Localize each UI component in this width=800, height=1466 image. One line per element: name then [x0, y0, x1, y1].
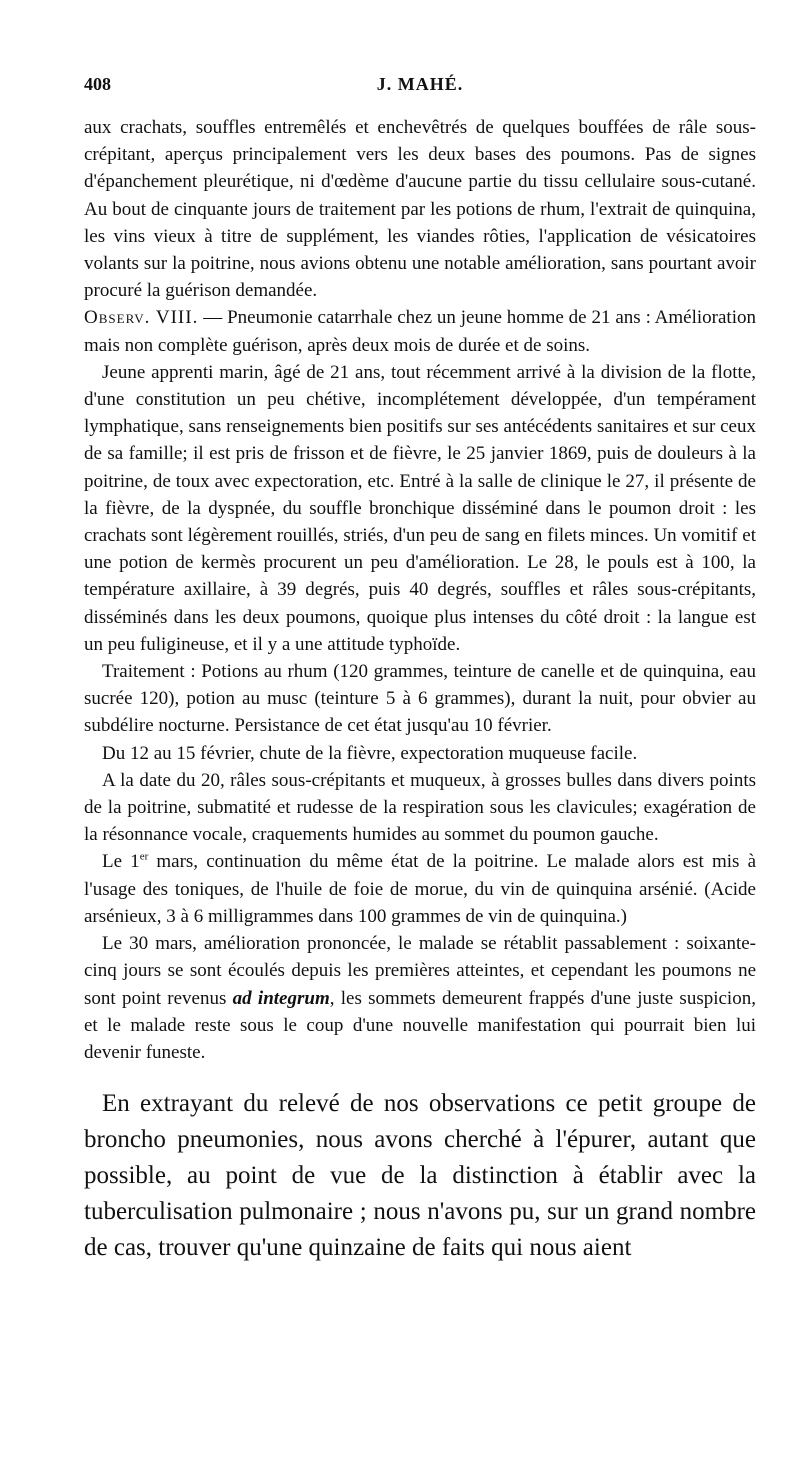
p6-superscript: er — [139, 851, 149, 864]
paragraph-conclusion: En extrayant du relevé de nos observations ce petit groupe de broncho pneumonies, nous avons cherché à l'épurer, autant que possible, au point de vue de la distinction à établir avec la tuberculisation pulmonaire ; nous n'avons pu, sur un grand nombre de cas, trouver qu'une quinzaine de faits qui nous aient — [84, 1090, 756, 1262]
observation-heading — [84, 304, 756, 358]
main-text — [84, 1086, 756, 1266]
paragraph-continuation: aux crachats, souffles entremêlés et enchevêtrés de quelques bouffées de râle sous-crépitant, aperçus principalement vers les deux bases des poumons. Pas de signes d'épanchement pleurétique, ni d'œdème d'aucune partie du tissu cellulaire sous-cutané. Au bout de cinquante jours de traitement par les potions de rhum, l'extrait de quinquina, les vins vieux à titre de supplément, les viandes rôties, l'application de vésicatoires volants sur la poitrine, nous avions obtenu une notable amélioration, sans pourtant avoir procuré la guérison demandée. — [84, 117, 756, 302]
paragraph-march-thirtieth — [84, 930, 756, 1066]
page-number: 408 — [84, 74, 111, 94]
p6-start: Le 1 — [102, 851, 140, 873]
p7-emphasis: ad integrum — [232, 987, 330, 1009]
p6-rest: mars, continuation du même état de la poitrine. Le malade alors est mis à l'usage des toniques, de l'huile de foie de morue, du vin de quinquina arsénié. (Acide arsénieux, 3 à 6 milligrammes dans 100 grammes de vin de quinquina.) — [84, 851, 756, 927]
running-head — [84, 70, 756, 100]
paragraph-march-first — [84, 848, 756, 930]
page — [84, 70, 756, 1266]
p7-start: Le 30 mars, amélioration prononcée, le malade se rétablit passablement : soixante-cinq jours se sont écoulés depuis les premières atteintes, et cependant les poumons ne sont point revenus — [84, 933, 756, 1009]
paragraph-treatment: Traitement : Potions au rhum (120 grammes, teinture de canelle et de quinquina, eau sucrée 120), potion au musc (teinture 5 à 6 grammes), durant la nuit, pour obvier au subdélire nocturne. Persistance de cet état jusqu'au 10 février. — [84, 661, 756, 737]
body-text — [84, 114, 756, 1066]
observation-title: — Pneumonie catarrhale chez un jeune homme de 21 ans : Amélioration mais non complète guérison, après deux mois de durée et de soins. — [84, 307, 756, 356]
p7-rest: , les sommets demeurent frappés d'une juste suspicion, et le malade reste sous le coup d'une nouvelle manifestation qui pourrait bien lui devenir funeste. — [84, 987, 756, 1063]
observation-label: Observ. VIII. — [84, 307, 199, 329]
paragraph-twentieth: A la date du 20, râles sous-crépitants et muqueux, à grosses bulles dans divers points de la poitrine, submatité et rudesse de la respiration sous les clavicules; exagération de la résonnance vocale, craquements humides au sommet du poumon gauche. — [84, 769, 756, 846]
running-head-author: J. MAHÉ. — [376, 74, 464, 94]
paragraph-february: Du 12 au 15 février, chute de la fièvre, expectoration muqueuse facile. — [102, 742, 638, 764]
paragraph-case-history: Jeune apprenti marin, âgé de 21 ans, tout récemment arrivé à la division de la flotte, d'une constitution un peu chétive, incomplétement développée, d'un tempérament lymphatique, sans renseignements bien positifs sur ses antécédents sanitaires et sur ceux de sa famille; il est pris de frisson et de fièvre, le 25 janvier 1869, puis de douleurs à la poitrine, de toux avec expectoration, etc. Entré à la salle de clinique le 27, il présente de la fièvre, de la dyspnée, du souffle bronchique disséminé dans le poumon droit : les crachats sont légèrement rouillés, striés, d'un peu de sang en filets minces. Un vomitif et une potion de kermès procurent un peu d'amélioration. Le 28, le pouls est à 100, la température axillaire, à 39 degrés, puis 40 degrés, souffles et râles sous-crépitants, disséminés dans les deux poumons, quoique plus intenses du côté droit : la langue est un peu fuligineuse, et il y a une attitude typhoïde. — [84, 361, 756, 655]
